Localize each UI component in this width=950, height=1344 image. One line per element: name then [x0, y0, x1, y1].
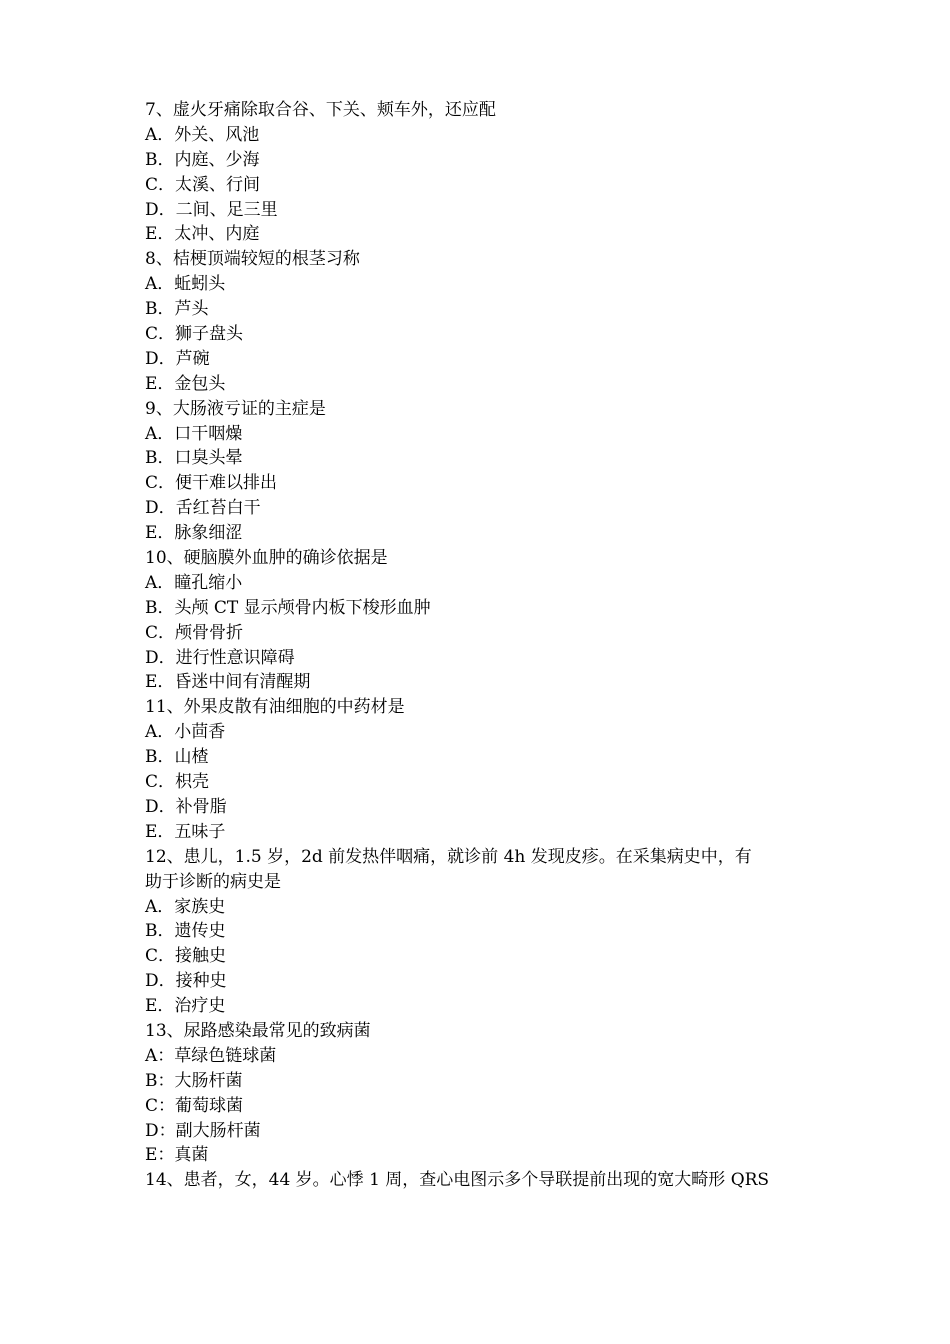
question-14: [145, 1168, 810, 1193]
question-11: [145, 695, 810, 844]
option-e: E：真菌: [145, 1145, 209, 1166]
option-e: E．金包头: [145, 373, 226, 394]
question-stem: 12、患儿，1.5 岁，2d 前发热伴咽痛，就诊前 4h 发现皮疹。在采集病史中，有: [145, 846, 752, 867]
question-9: [145, 397, 810, 546]
option-e: E．脉象细涩: [145, 523, 243, 544]
option-a: A．口干咽燥: [145, 423, 243, 444]
option-b: B．芦头: [145, 299, 209, 320]
option-e: E．五味子: [145, 821, 226, 842]
option-b: B．口臭头晕: [145, 448, 243, 469]
question-stem: 14、患者，女，44 岁。心悸 1 周，查心电图示多个导联提前出现的宽大畸形 QRS: [145, 1170, 770, 1191]
question-10: [145, 546, 810, 695]
option-d: D．二间、足三里: [145, 199, 278, 220]
option-a: A．瞳孔缩小: [145, 572, 243, 593]
option-b: B．遗传史: [145, 921, 226, 942]
question-8: [145, 247, 810, 396]
question-stem-continued: 助于诊断的病史是: [145, 871, 281, 892]
question-stem: 11、外果皮散有油细胞的中药材是: [145, 697, 405, 718]
option-a: A．外关、风池: [145, 124, 260, 145]
option-b: B．内庭、少海: [145, 149, 260, 170]
option-c: C：葡萄球菌: [145, 1095, 244, 1116]
question-12: [145, 845, 810, 1019]
document-page: [145, 98, 810, 1193]
option-a: A：草绿色链球菌: [145, 1045, 277, 1066]
option-c: C．狮子盘头: [145, 324, 244, 345]
question-stem: 10、硬脑膜外血肿的确诊依据是: [145, 548, 388, 569]
option-c: C．枳壳: [145, 772, 210, 793]
option-d: D．舌红苔白干: [145, 498, 261, 519]
question-13: [145, 1019, 810, 1168]
option-d: D．芦碗: [145, 348, 210, 369]
option-e: E．治疗史: [145, 996, 226, 1017]
question-7: [145, 98, 810, 247]
option-b: B．山楂: [145, 747, 209, 768]
question-stem: 8、桔梗顶端较短的根茎习称: [145, 249, 360, 270]
option-e: E．太冲、内庭: [145, 224, 260, 245]
option-b: B：大肠杆菌: [145, 1070, 243, 1091]
option-d: D．进行性意识障碍: [145, 647, 295, 668]
option-d: D：副大肠杆菌: [145, 1120, 261, 1141]
question-stem: 9、大肠液亏证的主症是: [145, 398, 326, 419]
option-c: C．便干难以排出: [145, 473, 278, 494]
option-d: D．接种史: [145, 971, 227, 992]
option-d: D．补骨脂: [145, 796, 227, 817]
option-c: C．太溪、行间: [145, 174, 261, 195]
option-c: C．接触史: [145, 946, 227, 967]
question-stem: 7、虚火牙痛除取合谷、下关、颊车外，还应配: [145, 100, 496, 120]
question-stem: 13、尿路感染最常见的致病菌: [145, 1020, 371, 1041]
option-a: A．蚯蚓头: [145, 274, 226, 295]
option-e: E．昏迷中间有清醒期: [145, 672, 311, 693]
option-b: B．头颅 CT 显示颅骨内板下梭形血肿: [145, 597, 431, 618]
option-a: A．小茴香: [145, 722, 226, 743]
option-c: C．颅骨骨折: [145, 622, 244, 643]
option-a: A．家族史: [145, 896, 226, 917]
